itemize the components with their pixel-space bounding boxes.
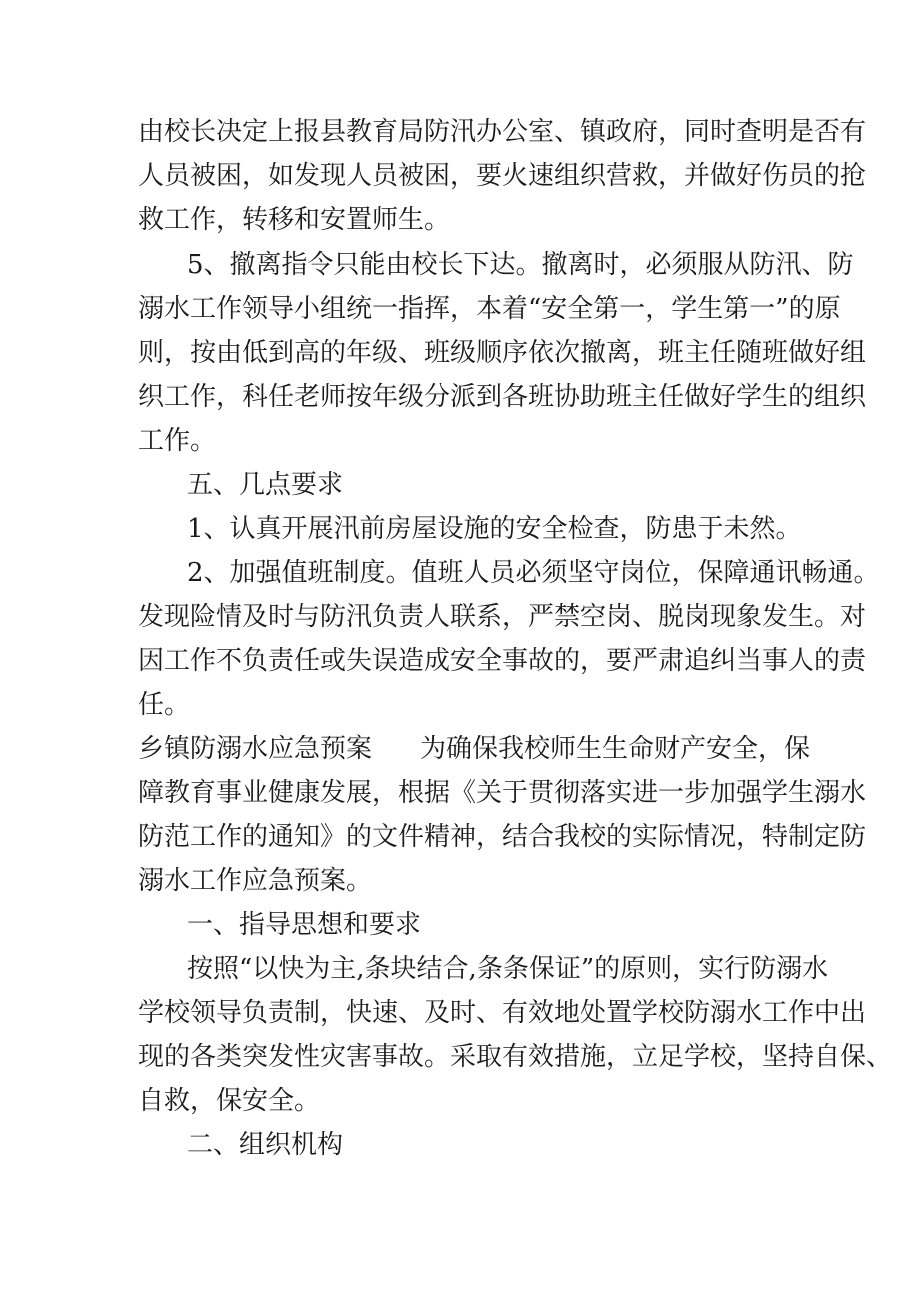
text-line: 因工作不负责任或失误造成安全事故的，要严肃追纠当事人的责	[138, 646, 867, 676]
section-heading: 二、组织机构	[187, 1130, 344, 1160]
text-line: 障教育事业健康发展，根据《关于贯彻落实进一步加强学生溺水	[138, 778, 867, 808]
document-title: 乡镇防溺水应急预案	[138, 734, 373, 764]
section-heading: 一、指导思想和要求	[187, 910, 422, 940]
text-line: 学校领导负责制，快速、及时、有效地处置学校防溺水工作中出	[138, 998, 867, 1028]
text-line: 由校长决定上报县教育局防汛办公室、镇政府，同时查明是否有	[138, 117, 867, 147]
text-line: 人员被困，如发现人员被困，要火速组织营救，并做好伤员的抢	[138, 161, 867, 191]
text-line: 为确保我校师生生命财产安全，保	[420, 734, 811, 764]
text-line: 防范工作的通知》的文件精神，结合我校的实际情况，特制定防	[138, 822, 867, 852]
text-line: 1、认真开展汛前房屋设施的安全检查，防患于未然。	[187, 514, 802, 544]
text-line: 织工作，科任老师按年级分派到各班协助班主任做好学生的组织	[138, 382, 867, 412]
section-heading: 五、几点要求	[187, 470, 344, 500]
text-line: 救工作，转移和安置师生。	[138, 205, 451, 235]
text-line: 发现险情及时与防汛负责人联系，严禁空岗、脱岗现象发生。对	[138, 602, 867, 632]
text-line: 5、撤离指令只能由校长下达。撤离时，必须服从防汛、防	[187, 250, 854, 280]
title-line	[138, 734, 811, 764]
text-line: 2、加强值班制度。值班人员必须坚守岗位，保障通讯畅通。	[187, 558, 880, 588]
text-line: 按照“以快为主,条块结合,条条保证”的原则，实行防溺水	[187, 954, 829, 984]
text-line: 现的各类突发性灾害事故。采取有效措施，立足学校，坚持自保、	[138, 1042, 893, 1072]
text-line: 任。	[138, 690, 191, 720]
text-line: 工作。	[138, 426, 217, 456]
text-line: 则，按由低到高的年级、班级顺序依次撤离，班主任随班做好组	[138, 338, 867, 368]
text-line: 溺水工作领导小组统一指挥，本着“安全第一，学生第一”的原	[138, 294, 841, 324]
text-line: 自救，保安全。	[138, 1086, 321, 1116]
text-line: 溺水工作应急预案。	[138, 866, 373, 896]
